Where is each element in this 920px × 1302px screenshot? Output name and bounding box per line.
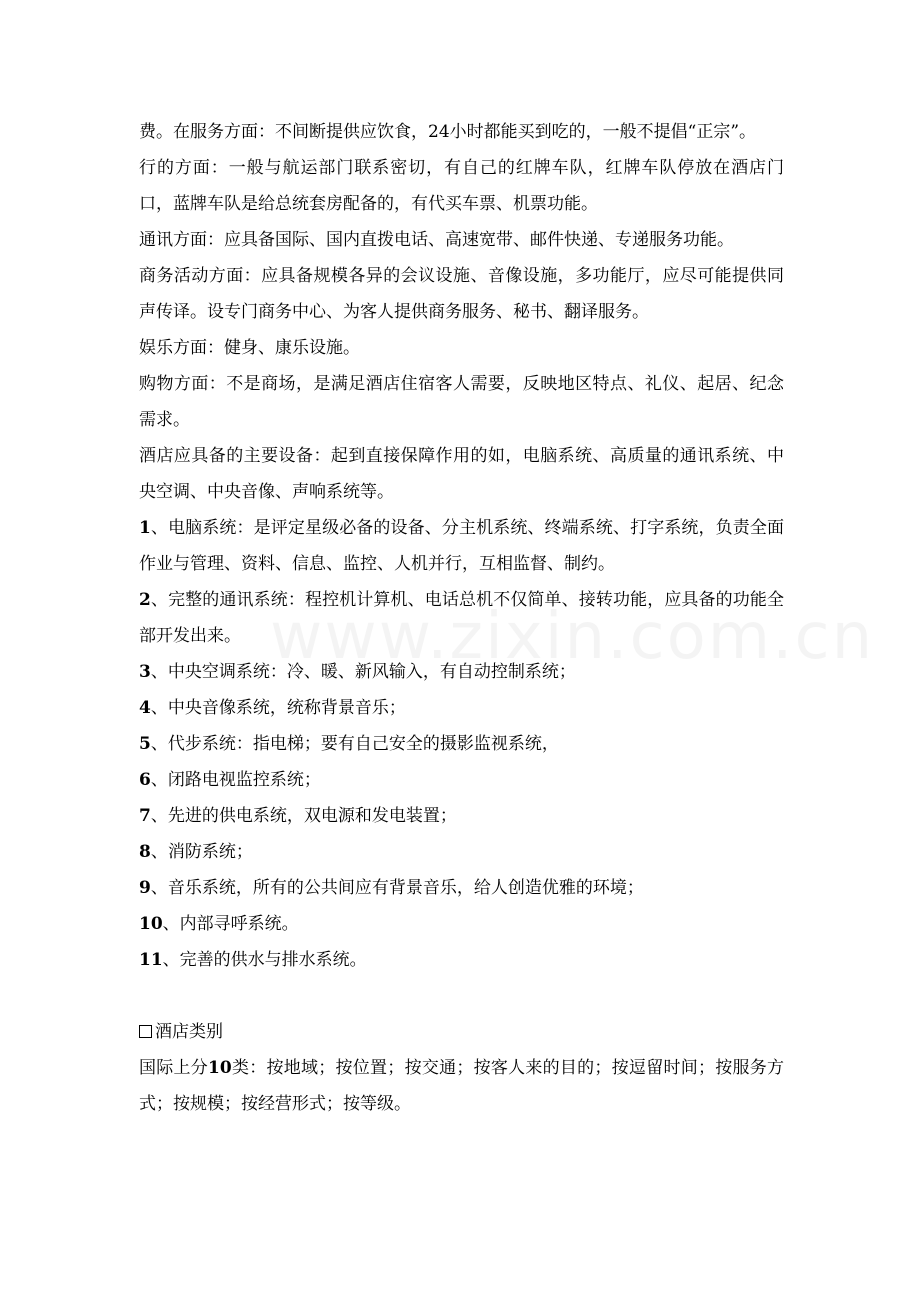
list-number: 6 <box>139 770 151 790</box>
list-item <box>139 726 784 762</box>
document-body <box>139 114 784 1122</box>
list-number: 9 <box>139 878 151 898</box>
list-item <box>139 690 784 726</box>
list-number: 11 <box>139 950 163 970</box>
paragraph: 费。在服务方面：不间断提供应饮食，24小时都能买到吃的，一般不提倡“正宗”。 <box>139 122 757 142</box>
list-number: 10 <box>139 914 163 934</box>
section-heading-text: 酒店类别 <box>155 1022 223 1042</box>
paragraph: 娱乐方面：健身、康乐设施。 <box>139 338 360 358</box>
list-item <box>139 906 784 942</box>
paragraph: 通讯方面：应具备国际、国内直拨电话、高速宽带、邮件快递、专递服务功能。 <box>139 230 734 250</box>
list-text: 、音乐系统，所有的公共间应有背景音乐，给人创造优雅的环境； <box>150 878 644 898</box>
list-number: 8 <box>139 842 151 862</box>
section-body-prefix: 国际上分 <box>139 1058 209 1078</box>
list-text: 、中央空调系统：冷、暖、新风输入，有自动控制系统； <box>150 662 576 682</box>
list-text: 、完善的供水与排水系统。 <box>162 950 367 970</box>
list-item <box>139 942 784 978</box>
list-item <box>139 510 784 582</box>
list-item <box>139 762 784 798</box>
list-text: 、闭路电视监控系统； <box>150 770 321 790</box>
list-number: 4 <box>139 698 151 718</box>
paragraph: 商务活动方面：应具备规模各异的会议设施、音像设施，多功能厅，应尽可能提供同声传译。设专门商务中心、为客人提供商务服务、秘书、翻译服务。 <box>139 266 784 322</box>
list-text: 、代步系统：指电梯；要有自己安全的摄影监视系统， <box>150 734 559 754</box>
list-number: 2 <box>139 590 151 610</box>
list-text: 、消防系统； <box>150 842 253 862</box>
list-text: 、电脑系统：是评定星级必备的设备、分主机系统、终端系统、打字系统，负责全面作业与管理、资料、信息、监控、人机并行，互相监督、制约。 <box>139 518 784 574</box>
paragraph: 行的方面：一般与航运部门联系密切，有自己的红牌车队，红牌车队停放在酒店门口，蓝牌车队是给总统套房配备的，有代买车票、机票功能。 <box>139 158 784 214</box>
list-number: 1 <box>139 518 151 538</box>
list-item <box>139 654 784 690</box>
list-text: 、先进的供电系统，双电源和发电装置； <box>150 806 457 826</box>
list-item <box>139 870 784 906</box>
section-body-number: 10 <box>208 1058 232 1078</box>
list-number: 3 <box>139 662 151 682</box>
list-item <box>139 834 784 870</box>
checkbox-square-icon <box>139 1025 152 1038</box>
list-item <box>139 582 784 654</box>
paragraph: 酒店应具备的主要设备：起到直接保障作用的如，电脑系统、高质量的通讯系统、中央空调、中央音像、声响系统等。 <box>139 446 784 502</box>
list-text: 、中央音像系统，统称背景音乐； <box>150 698 406 718</box>
list-item <box>139 798 784 834</box>
list-text: 、内部寻呼系统。 <box>162 914 299 934</box>
section-body <box>139 1050 784 1122</box>
paragraph: 购物方面：不是商场，是满足酒店住宿客人需要，反映地区特点、礼仪、起居、纪念需求。 <box>139 374 784 430</box>
list-number: 7 <box>139 806 151 826</box>
section-body-text: 类：按地域；按位置；按交通；按客人来的目的；按逗留时间；按服务方式；按规模；按经营形式；按等级。 <box>139 1058 785 1114</box>
section-heading <box>139 1014 784 1050</box>
list-text: 、完整的通讯系统：程控机计算机、电话总机不仅简单、接转功能，应具备的功能全部开发出来。 <box>139 590 784 646</box>
list-number: 5 <box>139 734 151 754</box>
